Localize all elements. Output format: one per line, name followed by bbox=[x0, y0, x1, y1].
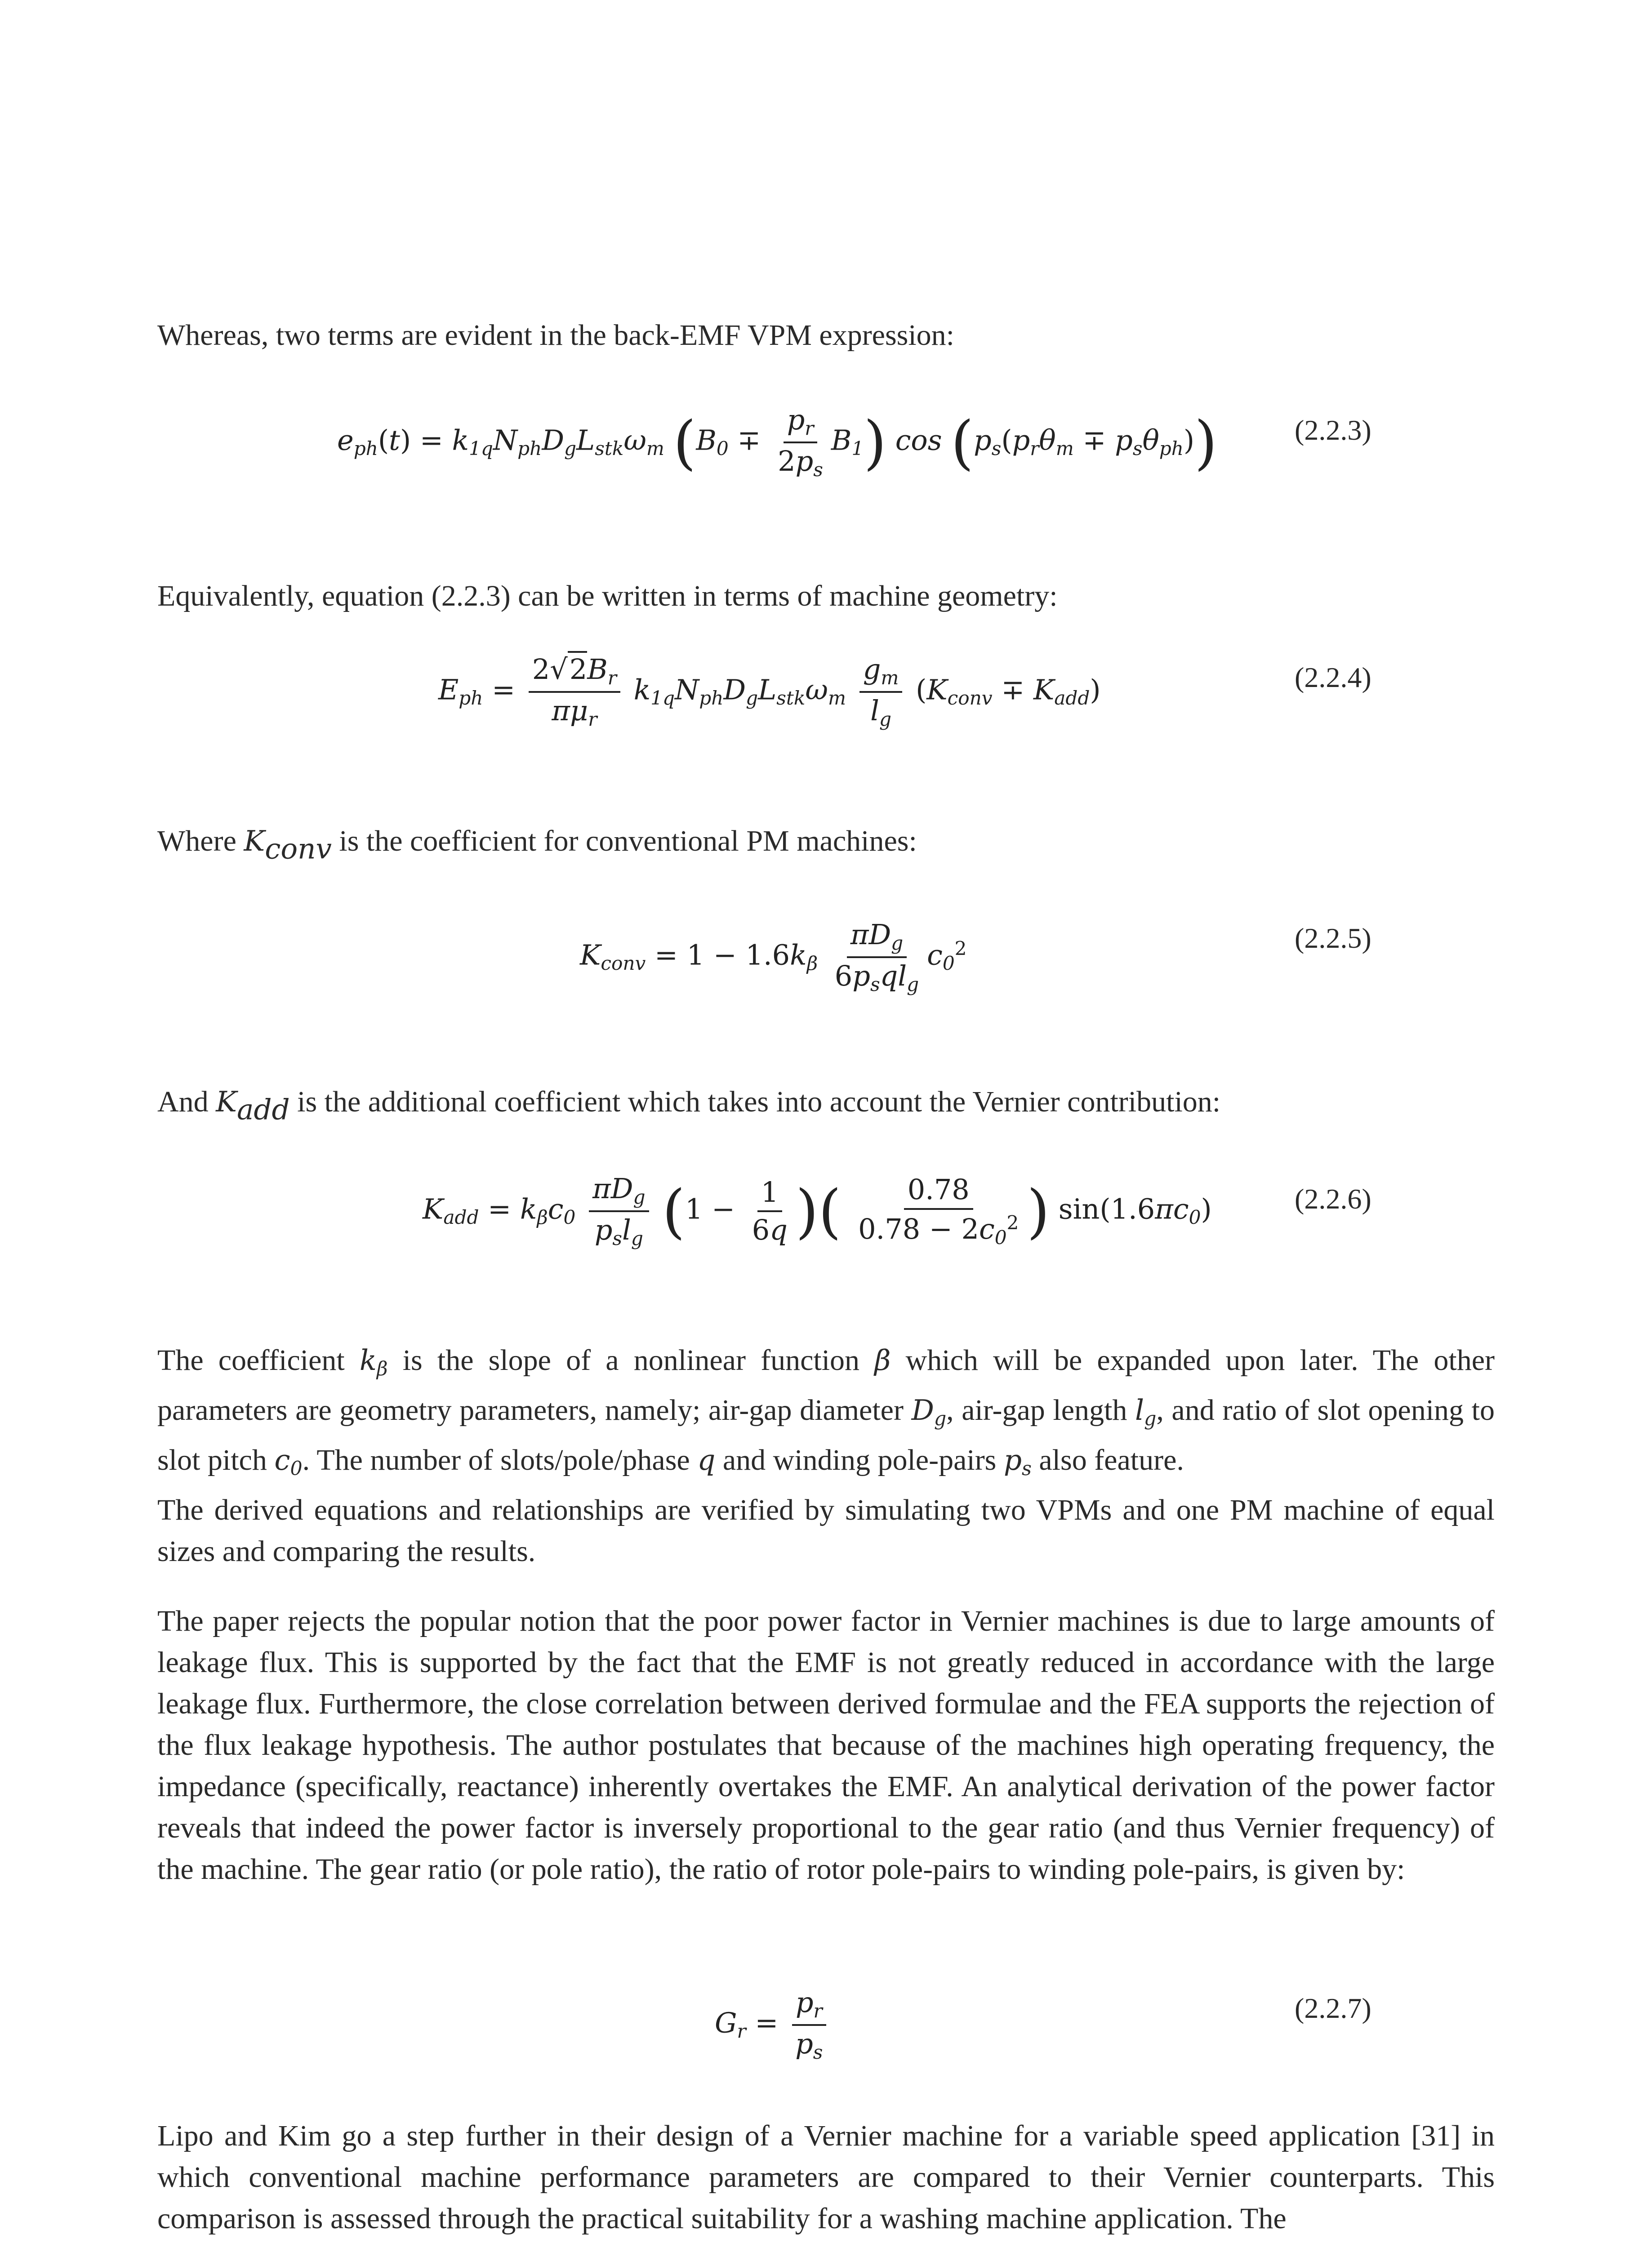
text-run: also feature. bbox=[1031, 1443, 1184, 1476]
equation-number-2-2-3: (2.2.3) bbox=[1295, 414, 1371, 446]
text-run: The derived equations and relationships are verified by simulating two VPMs and one PM machine of equal sizes and comparing the results. bbox=[157, 1493, 1495, 1568]
variable-k-beta: $k_\beta$ bbox=[359, 1344, 388, 1380]
variable-beta: β bbox=[874, 1344, 891, 1377]
variable-k: K bbox=[216, 1085, 237, 1118]
equation-2-2-6: $K_{add} = k_\beta c_0$ $\frac{\pi D_g}{p_sl_g}$ (1 − $\frac{1}{6q}$ )( $\frac{0.78}{0.78 - 2c_0^2}$ ) $\sin(1.6\pi c_0)$ bbox=[423, 1172, 1212, 1249]
variable-lg: $l_g$ bbox=[1135, 1393, 1157, 1430]
equation-constant: 0.78 − 2 bbox=[858, 1212, 979, 1245]
paragraph-lipo-kim: Lipo and Kim go a step further in their design of a Vernier machine for a variable speed application [31] in which conventional machine performance parameters are compared to their Vernier counterparts. This comparison is assessed through the practical suitability for a washing machine application. The bbox=[157, 2119, 1495, 2235]
equation-2-2-5: $K_{conv} = 1 - 1.6k_\beta$ $\frac{\pi D_g}{6p_sql_g}$ $c_0^2$ bbox=[580, 918, 967, 995]
paragraph-kconv-definition bbox=[157, 821, 1495, 870]
variable-ps: $p_s$ bbox=[1003, 1443, 1032, 1480]
equation-constant: 0.78 bbox=[907, 1173, 970, 1206]
equation-2-2-7: $G_r$ = $\frac{p_r}{p_s}$ bbox=[715, 1987, 831, 2063]
paragraph-equivalently: Equivalently, equation (2.2.3) can be written in terms of machine geometry: bbox=[157, 580, 1058, 612]
paragraph-power-factor: The paper rejects the popular notion that the poor power factor in Vernier machines is due to large amounts of leakage flux. This is supported by the fact that the EMF is not greatly reduced in accordance with the large leakage flux. Furthermore, the close correlation between derived formulae and the FEA supports the rejection of the flux leakage hypothesis. The author postulates that because of the machines high operating frequency, the impedance (specifically, reactance) inherently overtakes the EMF. An analytical derivation of the power factor reveals that indeed the power factor is inversely proportional to the gear ratio (and thus Vernier frequency) of the machine. The gear ratio (or pole ratio), the ratio of rotor pole-pairs to winding pole-pairs, is given by: bbox=[157, 1605, 1495, 1886]
equation-constant: 1 − 1.6 bbox=[686, 938, 790, 972]
variable-dg: $D_g$ bbox=[911, 1393, 947, 1430]
equation-2-2-4: $E_{ph}$ = $\frac{2√2B_r}{\pi\mu_r}$ $k_{1q}N_{ph}D_gL_{stk}\omega_m$ $\frac{g_m}{l_g}$ $(K_{conv} \mp K_{add})$ bbox=[438, 654, 1101, 730]
variable-k: K bbox=[244, 825, 265, 857]
equation-2-2-3: $e_{ph}(t) = k_{1q}N_{ph}D_gL_{stk}\omega_m$ ($B_0$ ∓ $\frac{p_r}{2p_s}$ $B_1$) $\cos (p_s(p_r\theta_m \mp p_s\theta_{ph}))$ bbox=[337, 403, 1217, 481]
text-run: , and ratio of slot opening to slot pitch bbox=[157, 1393, 1495, 1476]
text-run: which will be expanded upon later. The other parameters are geometry parameters, namely; air-gap diameter bbox=[157, 1344, 1495, 1427]
paragraph-intro: Whereas, two terms are evident in the back-EMF VPM expression: bbox=[157, 319, 955, 352]
variable-subscript: add bbox=[237, 1093, 290, 1126]
text-run: is the additional coefficient which takes into account the Vernier contribution: bbox=[289, 1085, 1221, 1118]
text-run: And bbox=[157, 1085, 216, 1118]
equation-number-2-2-5: (2.2.5) bbox=[1295, 922, 1371, 954]
variable-q: q bbox=[697, 1443, 716, 1476]
equation-number-2-2-4: (2.2.4) bbox=[1295, 661, 1371, 693]
equation-number-2-2-7: (2.2.7) bbox=[1295, 1992, 1371, 2024]
paragraph-coefficient-description bbox=[157, 1340, 1495, 1572]
text-run: . The number of slots/pole/phase bbox=[302, 1443, 698, 1476]
variable-c0: $c_0$ bbox=[274, 1443, 303, 1480]
text-run: is the coefficient for conventional PM machines: bbox=[331, 825, 917, 857]
text-run: Where bbox=[157, 825, 244, 857]
variable-subscript: conv bbox=[265, 832, 332, 865]
text-run: , air-gap length bbox=[946, 1393, 1135, 1427]
text-run: The coefficient bbox=[157, 1344, 360, 1377]
equation-sin: sin(1.6 bbox=[1058, 1192, 1155, 1226]
paragraph-kadd-definition bbox=[157, 1081, 1495, 1131]
equation-number-2-2-6: (2.2.6) bbox=[1295, 1183, 1371, 1215]
text-run: is the slope of a nonlinear function bbox=[387, 1344, 875, 1377]
text-run: and winding pole-pairs bbox=[715, 1443, 1004, 1476]
